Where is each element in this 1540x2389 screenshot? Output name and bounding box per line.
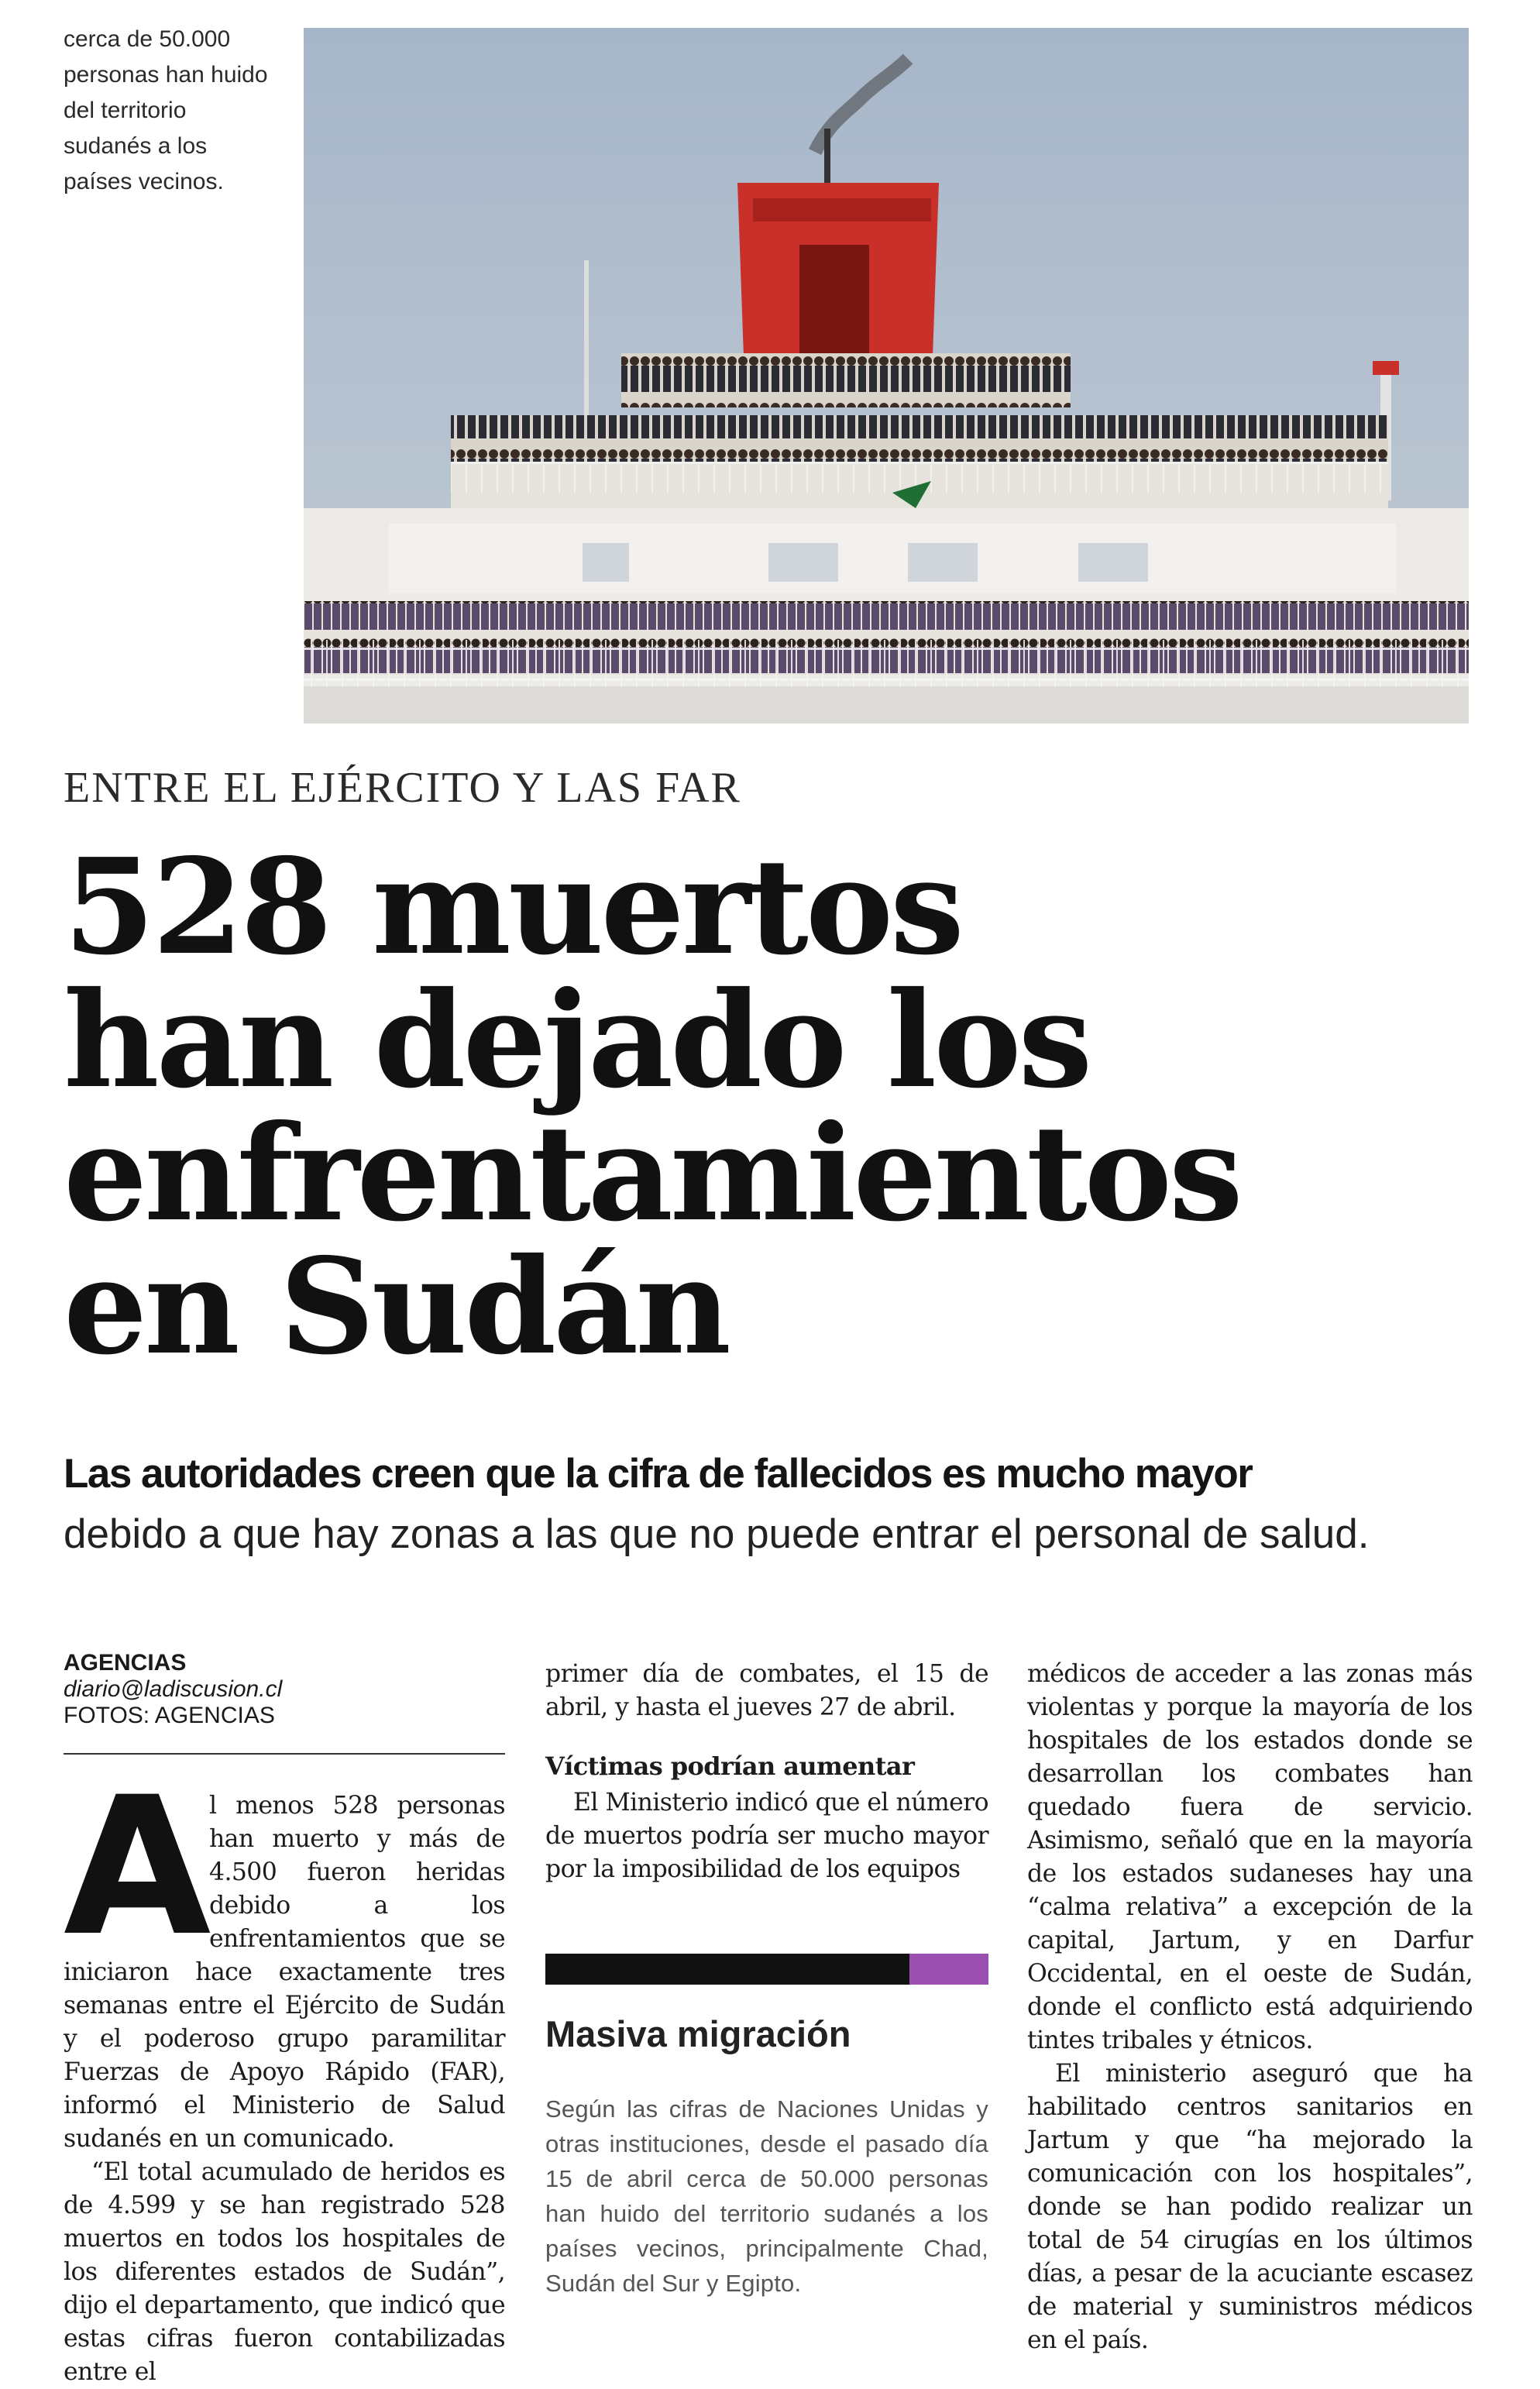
byline-divider: [64, 1753, 505, 1755]
byline-photos: FOTOS: AGENCIAS: [64, 1703, 275, 1728]
article-column-1: [64, 1757, 505, 2389]
headline-line: 528 muertos: [64, 830, 961, 985]
byline-email: diario@ladiscusion.cl: [64, 1676, 283, 1702]
sidebar-text: Según las cifras de Naciones Unidas y otras instituciones, desde el pasado día 15 de abril cerca de 50.000 personas han huido del territorio sudanés a los países vecinos, principalmente Chad, Sudán del Sur y Egipto.: [545, 2095, 988, 2297]
paragraph: médicos de acceder a las zonas más violentas y porque la mayoría de los hospitales de los estados donde se desarrollan los combates han quedado fuera de servicio. Asimismo, señaló que en la mayoría de los estados sudaneses hay una “calma relativa” a excepción de la capital, Jartum, y en Darfur Occidental, en el oeste de Sudán, donde el conflicto está adquiriendo tintes tribales y étnicos.: [1027, 1660, 1473, 2054]
drop-cap: A: [64, 1757, 211, 1978]
byline: [64, 1650, 505, 1729]
paragraph: “El total acumulado de heridos es de 4.599 y se han registrado 528 muertos en todos los hospitales de los diferentes estados de Sudán”, dijo el departamento, que indicó que estas cifras fueron contabilizadas entre el: [64, 2158, 505, 2386]
paragraph: l menos 528 personas han muerto y más de 4.500 fueron heridas debido a los enfrentamientos que se iniciaron hace exactamente tres semanas entre el Ejército de Sudán y el poderoso grupo paramilitar Fuerzas de Apoyo Rápido (FAR), informó el Ministerio de Salud sudanés en un comunicado.: [64, 1792, 505, 2153]
deck-text: debido a que hay zonas a las que no puede entrar el personal de salud.: [64, 1511, 1370, 1557]
sidebar-rule-black: [545, 1954, 909, 1985]
section-subhead: Víctimas podrían aumentar: [545, 1751, 915, 1781]
article-column-3: [1027, 1658, 1473, 2357]
headline-line: enfrentamientos: [64, 1096, 1240, 1251]
article-column-2: [545, 1658, 988, 1886]
headline-line: en Sudán: [64, 1229, 728, 1384]
ship-photo: [304, 28, 1469, 724]
sidebar-title: Masiva migración: [545, 2013, 851, 2054]
byline-author: AGENCIAS: [64, 1650, 187, 1676]
paragraph: El ministerio aseguró que ha habilitado centros sanitarios en Jartum y que “ha mejorado la comunicación con los hospitales”, donde se han podido realizar un total de 54 cirugías en los últimos días, a pesar de la acuciante escasez de material y suministros médicos en el país.: [1027, 2060, 1473, 2354]
article-kicker: ENTRE EL EJÉRCITO Y LAS FAR: [64, 764, 741, 812]
photo-caption: cerca de 50.000 personas han huido del territorio sudanés a los países vecinos.: [64, 26, 268, 194]
sidebar-rule-accent: [909, 1954, 988, 1985]
article-headline: [64, 830, 1458, 1384]
deck-bold: Las autoridades creen que la cifra de fallecidos es mucho mayor: [64, 1451, 1253, 1497]
paragraph: El Ministerio indicó que el número de muertos podría ser mucho mayor por la imposibilidad de los equipos: [545, 1789, 988, 1883]
paragraph: primer día de combates, el 15 de abril, y hasta el jueves 27 de abril.: [545, 1660, 988, 1721]
headline-line: han dejado los: [64, 963, 1090, 1118]
